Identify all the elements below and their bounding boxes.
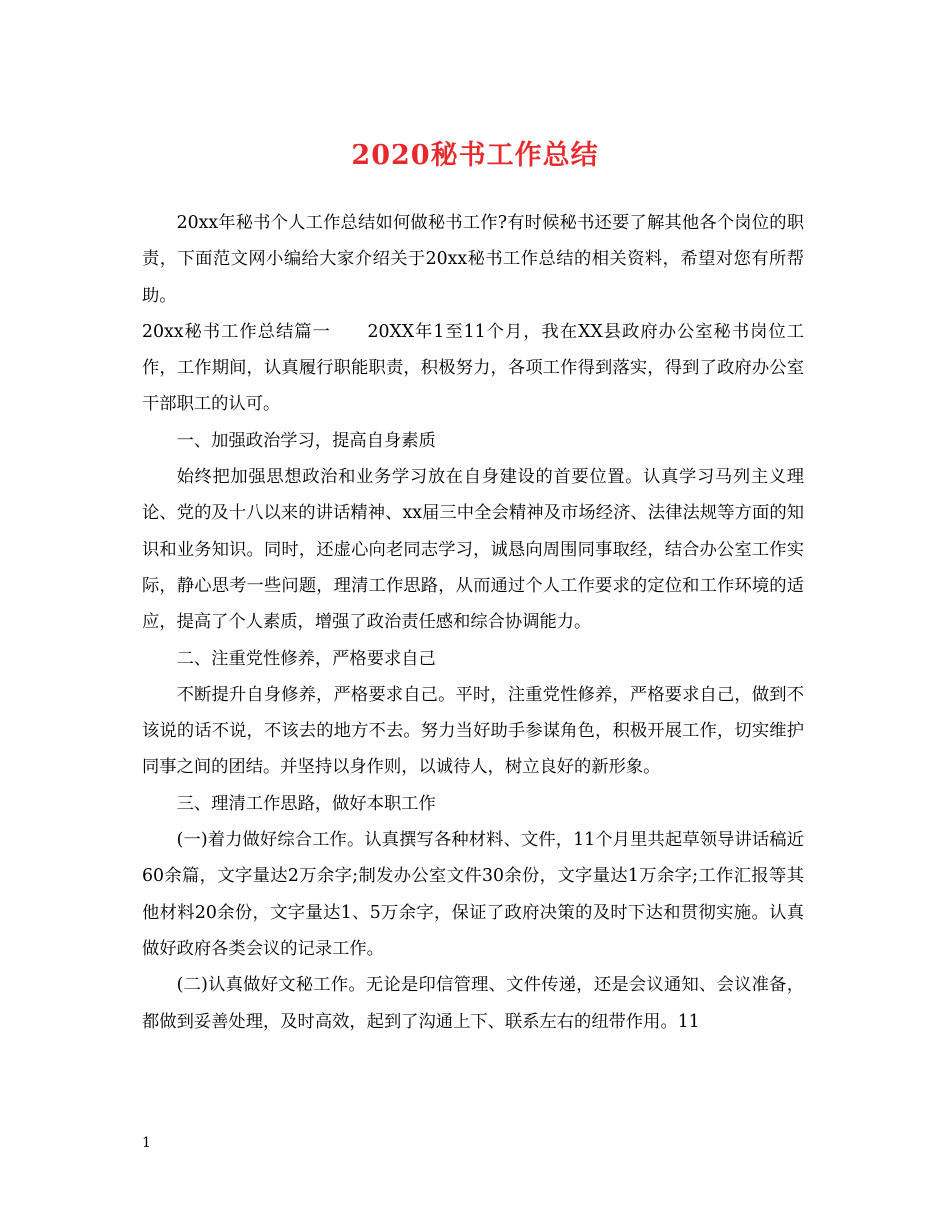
body-paragraph: (一)着力做好综合工作。认真撰写各种材料、文件，11个月里共起草领导讲话稿近60余篇，文字量达2万余字;制发办公室文件30余份，文字量达1万余字;工作汇报等其他材料20余份，文字量达1、5万余字，保证了政府决策的及时下达和贯彻实施。认真做好政府各类会议的记录工作。 — [142, 830, 804, 959]
document-title: 2020秘书工作总结 — [351, 140, 599, 171]
body-paragraph: 始终把加强思想政治和业务学习放在自身建设的首要位置。认真学习马列主义理论、党的及十八以来的讲话精神、xx届三中全会精神及市场经济、法律法规等方面的知识和业务知识。同时，还虚心向老同志学习，诚恳向周围同事取经，结合办公室工作实际，静心思考一些问题，理清工作思路，从而通过个人工作要求的定位和工作环境的适应，提高了个人素质，增强了政治责任感和综合协调能力。 — [142, 467, 804, 633]
intro-paragraph: 20xx年秘书个人工作总结如何做秘书工作?有时候秘书还要了解其他各个岗位的职责，下面范文网小编给大家介绍关于20xx秘书工作总结的相关资料，希望对您有所帮助。 — [142, 213, 804, 306]
heading-paragraph: 一、加强政治学习，提高自身素质 — [176, 430, 436, 451]
section-paragraph: 20xx秘书工作总结篇一 20XX年1至11个月，我在XX县政府办公室秘书岗位工作，工作期间，认真履行职能职责，积极努力，各项工作得到落实，得到了政府办公室干部职工的认可。 — [142, 321, 804, 415]
body-paragraph: (二)认真做好文秘工作。无论是印信管理、文件传递，还是会议通知、会议准备，都做到妥善处理，及时高效，起到了沟通上下、联系左右的纽带作用。11 — [142, 975, 804, 1032]
heading-paragraph: 三、理清工作思路，做好本职工作 — [176, 793, 436, 814]
heading-paragraph: 二、注重党性修养，严格要求自己 — [176, 648, 436, 669]
document-body — [142, 205, 804, 1040]
body-paragraph: 不断提升自身修养，严格要求自己。平时，注重党性修养，严格要求自己，做到不该说的话不说，不该去的地方不去。努力当好助手参谋角色，积极开展工作，切实维护同事之间的团结。并坚持以身作则，以诚待人，树立良好的新形象。 — [142, 684, 804, 778]
page-number: 1 — [142, 1135, 151, 1151]
